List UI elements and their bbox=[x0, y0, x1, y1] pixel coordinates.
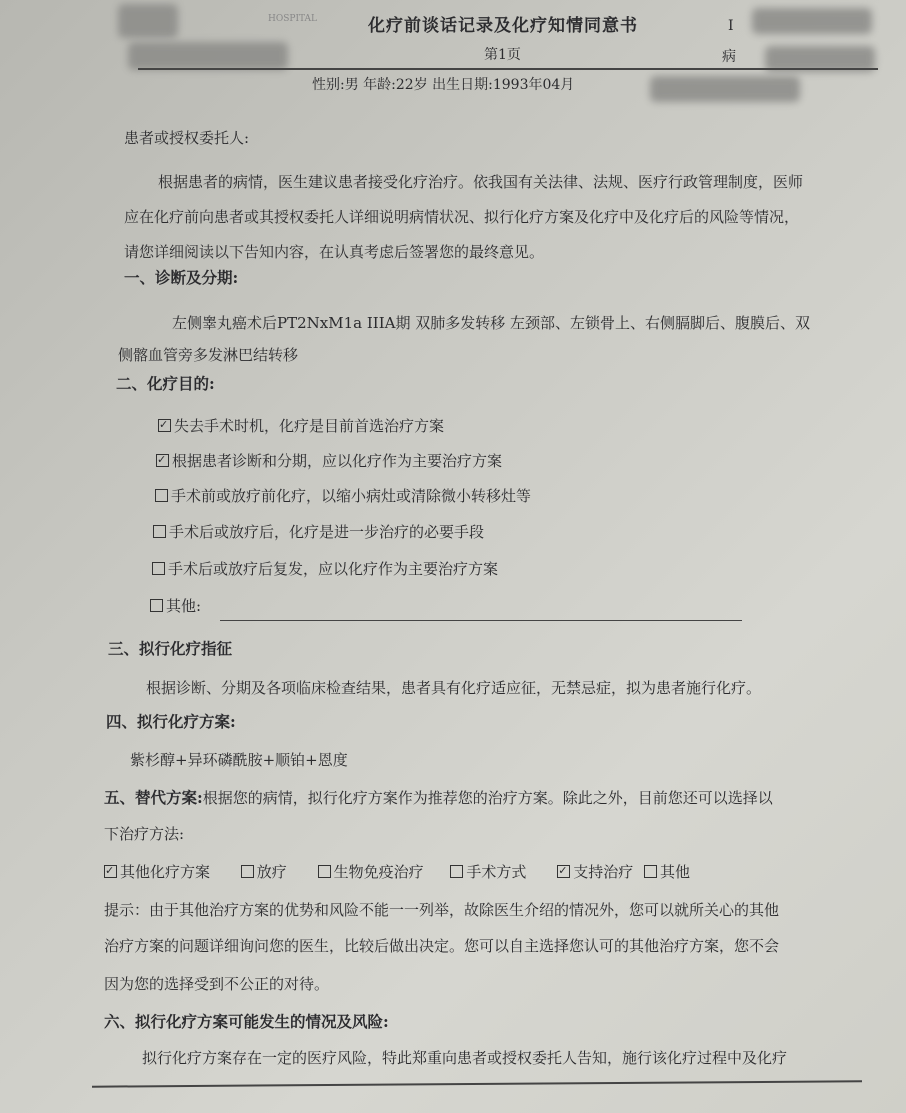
page-label: 第1页 bbox=[484, 47, 521, 63]
section5-line-1: 五、替代方案:根据您的病情，拟行化疗方案作为推荐您的治疗方案。除此之外，目前您还可以选择以 bbox=[104, 788, 773, 807]
purpose-option-3: 手术前或放疗前化疗，以缩小病灶或清除微小转移灶等 bbox=[155, 478, 531, 514]
note-line-1: 提示：由于其他治疗方案的优势和风险不能一一列举，故除医生介绍的情况外，您可以就所关心的其他 bbox=[104, 901, 780, 919]
redaction-right-top bbox=[752, 8, 872, 34]
redaction-logo bbox=[118, 4, 178, 38]
section1-heading: 一、诊断及分期: bbox=[124, 268, 239, 287]
section6-heading: 六、拟行化疗方案可能发生的情况及风险: bbox=[104, 1012, 389, 1031]
note-line-3: 因为您的选择受到不公正的对待。 bbox=[104, 975, 330, 993]
diagnosis-line-1: 左侧睾丸癌术后PT2NxM1a IIIA期 双肺多发转移 左颈部、左锁骨上、右侧膈脚后、腹膜后、双 bbox=[172, 314, 810, 332]
alt-option-surgery: 手术方式 bbox=[450, 863, 526, 881]
checkbox-icon[interactable] bbox=[155, 489, 168, 502]
checkbox-icon[interactable] bbox=[104, 865, 117, 878]
corner-code: I bbox=[728, 18, 734, 34]
checkbox-icon[interactable] bbox=[450, 865, 463, 878]
section3-heading: 三、拟行化疗指征 bbox=[108, 639, 233, 658]
checkbox-icon[interactable] bbox=[241, 865, 254, 878]
footer-divider bbox=[92, 1080, 862, 1087]
patient-info: 性别:男 年龄:22岁 出生日期:1993年04月 bbox=[312, 77, 575, 93]
purpose-option-6: 其他: bbox=[150, 588, 201, 624]
intro-line-3: 请您详细阅读以下告知内容，在认真考虑后签署您的最终意见。 bbox=[124, 243, 545, 261]
hospital-name: HOSPITAL bbox=[268, 14, 317, 24]
section3-text: 根据诊断、分期及各项临床检查结果，患者具有化疗适应征，无禁忌症，拟为患者施行化疗。 bbox=[146, 679, 762, 697]
intro-line-1: 根据患者的病情，医生建议患者接受化疗治疗。依我国有关法律、法规、医疗行政管理制度，医师 bbox=[158, 173, 804, 191]
section4-text: 紫杉醇+异环磷酰胺+顺铂+恩度 bbox=[130, 751, 348, 769]
alt-option-chemo: ✓其他化疗方案 bbox=[104, 863, 210, 881]
redaction-header-left bbox=[128, 42, 288, 70]
intro-line-2: 应在化疗前向患者或其授权委托人详细说明病情状况、拟行化疗方案及化疗中及化疗后的风险等情况， bbox=[124, 208, 800, 226]
section5-heading: 五、替代方案: bbox=[104, 788, 203, 807]
section6-text: 拟行化疗方案存在一定的医疗风险，特此郑重向患者或授权委托人告知，施行该化疗过程中及化疗 bbox=[142, 1049, 788, 1067]
section4-heading: 四、拟行化疗方案: bbox=[106, 712, 236, 731]
note-line-2: 治疗方案的问题详细询问您的医生，比较后做出决定。您可以自主选择您认可的其他治疗方案，您不会 bbox=[104, 937, 780, 955]
checkbox-icon[interactable] bbox=[557, 865, 570, 878]
corner-label: 病 bbox=[722, 49, 736, 65]
alt-option-radio: 放疗 bbox=[241, 863, 287, 881]
purpose-option-4: 手术后或放疗后，化疗是进一步治疗的必要手段 bbox=[153, 514, 484, 550]
checkbox-icon[interactable] bbox=[150, 599, 163, 612]
section5-line-2: 下治疗方法: bbox=[104, 825, 185, 843]
redaction-birthdate bbox=[650, 76, 800, 102]
alternative-options bbox=[104, 854, 690, 890]
purpose-option-2: ✓根据患者诊断和分期，应以化疗作为主要治疗方案 bbox=[156, 443, 502, 479]
checkbox-icon[interactable] bbox=[644, 865, 657, 878]
other-fill-line[interactable] bbox=[220, 620, 742, 621]
checkbox-icon[interactable] bbox=[158, 419, 171, 432]
checkbox-icon[interactable] bbox=[156, 454, 169, 467]
document-title: 化疗前谈话记录及化疗知情同意书 bbox=[368, 16, 638, 36]
alt-option-other: 其他 bbox=[644, 863, 690, 881]
alt-option-support: ✓ 支持治疗 bbox=[557, 863, 633, 881]
checkbox-icon[interactable] bbox=[152, 562, 165, 575]
alt-option-bio: 生物免疫治疗 bbox=[318, 863, 424, 881]
header-divider bbox=[138, 68, 878, 70]
checkbox-icon[interactable] bbox=[318, 865, 331, 878]
checkbox-icon[interactable] bbox=[153, 525, 166, 538]
section2-heading: 二、化疗目的: bbox=[116, 374, 215, 393]
salutation: 患者或授权委托人: bbox=[124, 129, 250, 147]
diagnosis-line-2: 侧髂血管旁多发淋巴结转移 bbox=[118, 346, 299, 364]
purpose-option-1: ✓失去手术时机，化疗是目前首选治疗方案 bbox=[158, 408, 444, 444]
purpose-option-5: 手术后或放疗后复发，应以化疗作为主要治疗方案 bbox=[152, 551, 498, 587]
